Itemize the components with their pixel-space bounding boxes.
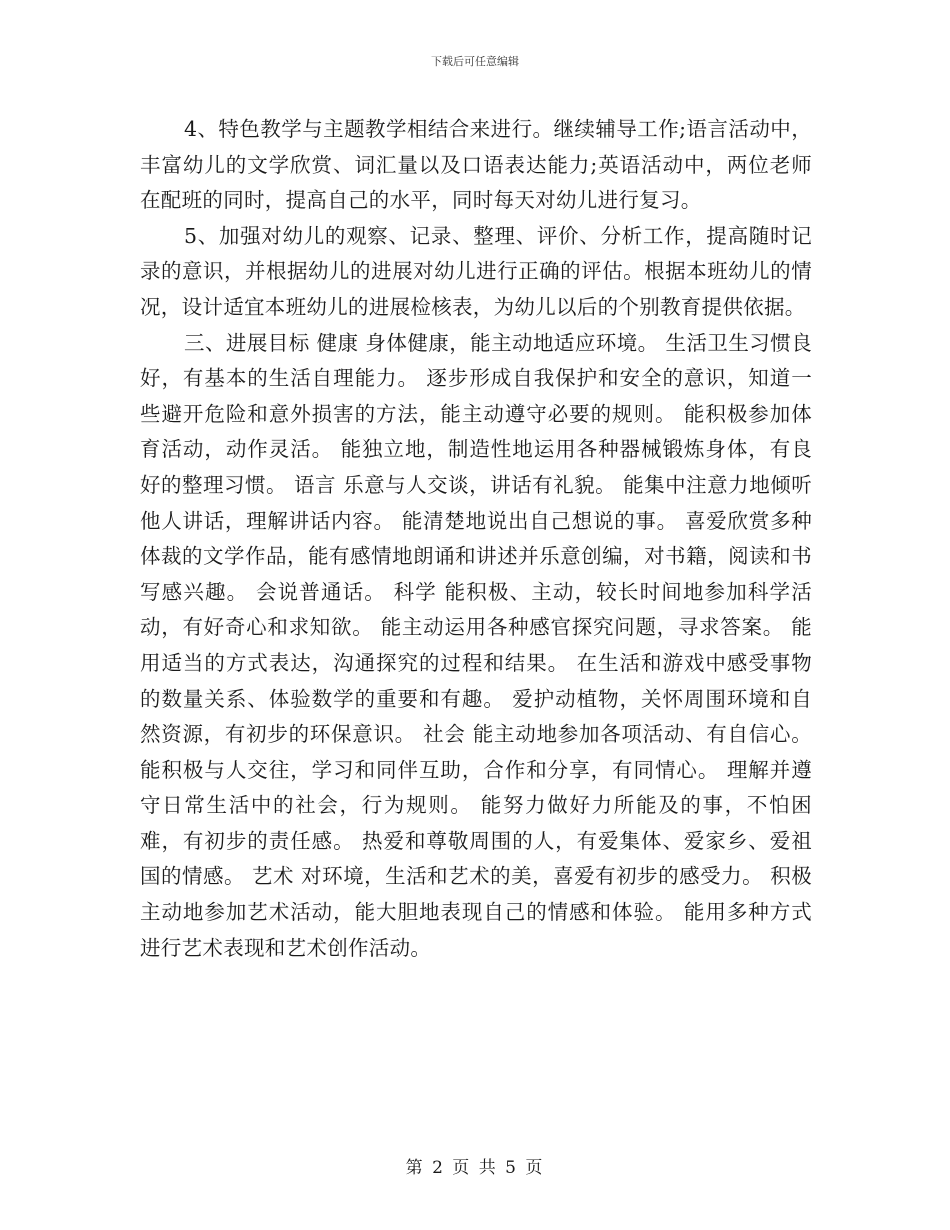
page-number: 第 2 页 共 5 页 bbox=[405, 1158, 545, 1178]
paragraph-development-goals: 三、进展目标 健康 身体健康，能主动地适应环境。 生活卫生习惯良好，有基本的生活自理能力。 逐步形成自我保护和安全的意识，知道一些避开危险和意外损害的方法，能主动遵守必要的规则。 能积极参加体育活动，动作灵活。 能独立地，制造性地运用各种器械锻炼身体，有良好的整理习惯。 语言 乐意与人交谈，讲话有礼貌。 能集中注意力地倾听他人讲话，理解讲话内容。 能清楚地说出自己想说的事。 喜爱欣赏多种体裁的文学作品，能有感情地朗诵和讲述并乐意创编，对书籍，阅读和书写感兴趣。 会说普通话。 科学 能积极、主动，较长时间地参加科学活动，有好奇心和求知欲。 能主动运用各种感官探究问题，寻求答案。 能用适当的方式表达，沟通探究的过程和结果。 在生活和游戏中感受事物的数量关系、体验数学的重要和有趣。 爱护动植物，关怀周围环境和自然资源，有初步的环保意识。 社会 能主动地参加各项活动、有自信心。 能积极与人交往，学习和同伴互助，合作和分享，有同情心。 理解并遵守日常生活中的社会，行为规则。 能努力做好力所能及的事，不怕困难，有初步的责任感。 热爱和尊敬周围的人，有爱集体、爱家乡、爱祖国的情感。 艺术 对环境，生活和艺术的美，喜爱有初步的感受力。 积极主动地参加艺术活动，能大胆地表现自己的情感和体验。 能用多种方式进行艺术表现和艺术创作活动。 bbox=[140, 330, 812, 960]
paragraph-item-4: 4、特色教学与主题教学相结合来进行。继续辅导工作;语言活动中，丰富幼儿的文学欣赏、词汇量以及口语表达能力;英语活动中，两位老师在配班的同时，提高自己的水平，同时每天对幼儿进行复习。 bbox=[140, 117, 812, 213]
paragraph-item-5: 5、加强对幼儿的观察、记录、整理、评价、分析工作，提高随时记录的意识，并根据幼儿的进展对幼儿进行正确的评估。根据本班幼儿的情况，设计适宜本班幼儿的进展检核表，为幼儿以后的个别教育提供依据。 bbox=[140, 223, 812, 319]
page-header: 下载后可任意编辑 bbox=[431, 55, 519, 68]
document-body bbox=[140, 112, 812, 966]
